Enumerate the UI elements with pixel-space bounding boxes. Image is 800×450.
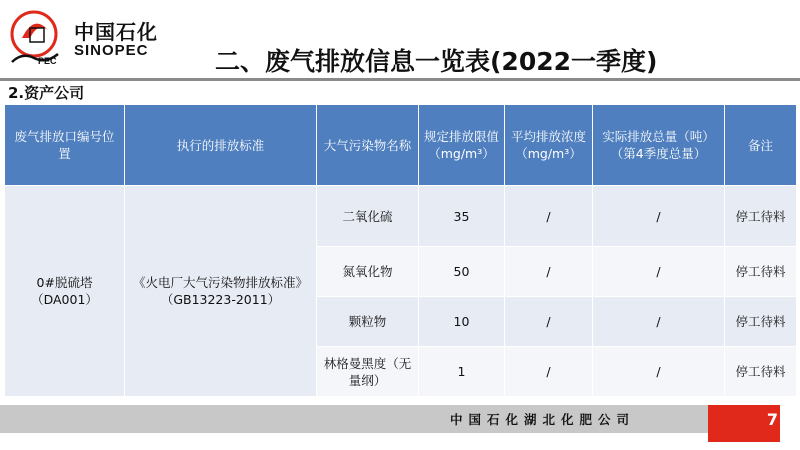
total-cell: / bbox=[593, 347, 725, 397]
pollutant-cell: 林格曼黑度（无量纲） bbox=[317, 347, 419, 397]
header-note: 备注 bbox=[725, 105, 797, 186]
total-cell: / bbox=[593, 186, 725, 247]
avg-cell: / bbox=[505, 297, 593, 347]
limit-cell: 50 bbox=[419, 247, 505, 297]
total-cell: / bbox=[593, 297, 725, 347]
table-row bbox=[5, 186, 797, 247]
slide-title: 二、废气排放信息一览表(2022一季度) bbox=[215, 47, 658, 76]
pollutant-cell: 二氧化硫 bbox=[317, 186, 419, 247]
note-cell: 停工待料 bbox=[725, 186, 797, 247]
note-cell: 停工待料 bbox=[725, 347, 797, 397]
header-standard: 执行的排放标准 bbox=[125, 105, 317, 186]
title-divider bbox=[0, 78, 800, 81]
pollutant-cell: 颗粒物 bbox=[317, 297, 419, 347]
section-label: 2.资产公司 bbox=[8, 84, 85, 102]
avg-cell: / bbox=[505, 247, 593, 297]
brand-name-en: SINOPEC bbox=[74, 42, 149, 59]
outlet-cell: 0#脱硫塔（DA001） bbox=[5, 186, 125, 397]
total-cell: / bbox=[593, 247, 725, 297]
header-avg-concentration: 平均排放浓度（mg/m³） bbox=[505, 105, 593, 186]
note-cell: 停工待料 bbox=[725, 247, 797, 297]
avg-cell: / bbox=[505, 347, 593, 397]
header-total-emission: 实际排放总量（吨）（第4季度总量） bbox=[593, 105, 725, 186]
limit-cell: 10 bbox=[419, 297, 505, 347]
footer-company-name: 中国石化湖北化肥公司 bbox=[450, 412, 636, 427]
header-limit: 规定排放限值（mg/m³） bbox=[419, 105, 505, 186]
standard-cell: 《火电厂大气污染物排放标准》（GB13223-2011） bbox=[125, 186, 317, 397]
table-header-row bbox=[5, 105, 797, 186]
limit-cell: 1 bbox=[419, 347, 505, 397]
header-pollutant: 大气污染物名称 bbox=[317, 105, 419, 186]
note-cell: 停工待料 bbox=[725, 297, 797, 347]
pollutant-cell: 氮氧化物 bbox=[317, 247, 419, 297]
header-outlet: 废气排放口编号位置 bbox=[5, 105, 125, 186]
svg-text:PEC: PEC bbox=[38, 56, 57, 66]
page-number: 7 bbox=[766, 410, 778, 429]
sinopec-emblem-icon bbox=[8, 8, 68, 66]
emission-table bbox=[4, 104, 797, 397]
limit-cell: 35 bbox=[419, 186, 505, 247]
avg-cell: / bbox=[505, 186, 593, 247]
sinopec-logo bbox=[8, 8, 208, 66]
brand-name-cn: 中国石化 bbox=[74, 20, 158, 44]
